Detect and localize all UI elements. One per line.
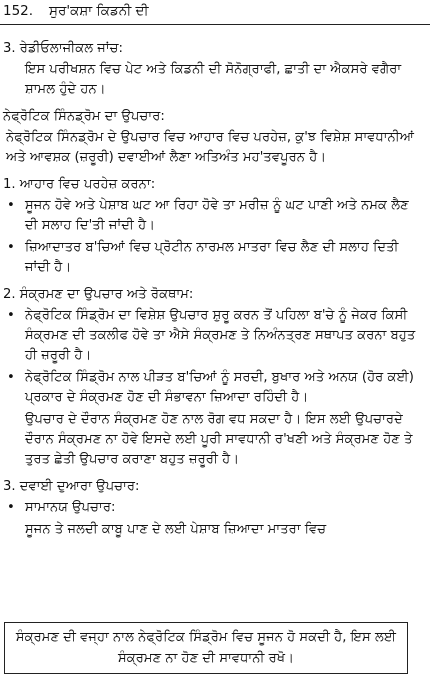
list-item	[3, 196, 425, 236]
header-rule	[0, 24, 430, 25]
list-item	[3, 498, 425, 518]
medicine-heading: 3. ਦਵਾਈ ਦੁਆਰਾ ਉਪਚਾਰ:	[3, 479, 140, 494]
bullet-icon: •	[7, 240, 15, 255]
radiology-text: ਇਸ ਪਰੀਖਸ਼ਨ ਵਿਚ ਪੇਟ ਅਤੇ ਕਿਡਨੀ ਦੀ ਸੋਨੋਗ੍ਰਾਫੀ, ਛਾਤੀ ਦਾ ਐਕਸਰੇ ਵਗੈਰਾ ਸ਼ਾਮਲ ਹੁੰਦੇ ਹਨ।	[25, 62, 402, 97]
medicine-paragraph: ਸੂਜਨ ਤੇ ਜਲਦੀ ਕਾਬੂ ਪਾਣ ਦੇ ਲਈ ਪੇਸ਼ਾਬ ਜ਼ਿਆਦਾ ਮਾਤਰਾ ਵਿਚ	[25, 522, 327, 537]
list-item	[3, 368, 425, 408]
bullet-icon: •	[7, 500, 15, 515]
list-item	[3, 306, 425, 366]
infection-heading: 2. ਸੰਕ੍ਰਮਣ ਦਾ ਉਪਚਾਰ ਅਤੇ ਰੋਕਥਾਮ:	[3, 287, 194, 302]
diet-bullet-2: ਜ਼ਿਆਦਾਤਰ ਬ'ਚਿਆਂ ਵਿਚ ਪ੍ਰੋਟੀਨ ਨਾਰਮਲ ਮਾਤਰਾ ਵਿਚ ਲੈਣ ਦੀ ਸਲਾਹ ਦਿਤੀ ਜਾਂਦੀ ਹੈ।	[25, 240, 399, 275]
treatment-text: ਨੇਫ੍ਰੋਟਿਕ ਸਿੰਨਡ੍ਰੋਮ ਦੇ ਉਪਚਾਰ ਵਿਚ ਆਹਾਰ ਵਿਚ ਪਰਹੇਜ਼, ਕੁ'ਝ ਵਿਸ਼ੇਸ਼ ਸਾਵਧਾਨੀਆਂ ਅਤੇ ਆਵਸ਼ਕ (ਜ਼ਰੂਰੀ) ਦਵਾਈਆਂ ਲੈਣਾ ਅਤਿਅੰਤ ਮਹ'ਤਵਪੂਰਨ ਹੈ।	[6, 130, 415, 165]
infection-paragraph: ਉਪਚਾਰ ਦੇ ਦੌਰਾਨ ਸੰਕ੍ਰਮਣ ਹੋਣ ਨਾਲ ਰੋਗ ਵਧ ਸਕਦਾ ਹੈ। ਇਸ ਲਈ ਉਪਚਾਰਦੇ ਦੌਰਾਨ ਸੰਕ੍ਰਮਣ ਨਾ ਹੋਵੇ ਇਸਦੇ ਲਈ ਪੂਰੀ ਸਾਵਧਾਨੀ ਰ'ਖਣੀ ਅਤੇ ਸੰਕ੍ਰਮਣ ਹੋਣ ਤੇ ਤੁਰਤ ਛੇਤੀ ਉਪਚਾਰ ਕਰਾਣਾ ਬਹੁਤ ਜ਼ਰੂਰੀ ਹੈ।	[25, 412, 413, 467]
treatment-heading: ਨੇਫ੍ਰੋਟਿਕ ਸਿੰਨਡ੍ਰੋਮ ਦਾ ਉਪਚਾਰ:	[3, 109, 165, 124]
diet-bullet-1: ਸੂਜਨ ਹੋਵੇ ਅਤੇ ਪੇਸ਼ਾਬ ਘਟ ਆ ਰਿਹਾ ਹੋਵੇ ਤਾ ਮਰੀਜ਼ ਨੂੰ ਘਟ ਪਾਣੀ ਅਤੇ ਨਮਕ ਲੈਣ ਦੀ ਸਲਾਹ ਦਿ'ਤੀ ਜਾਂਦੀ ਹੈ।	[25, 198, 409, 233]
list-item	[3, 238, 425, 278]
bullet-icon: •	[7, 370, 15, 385]
radiology-heading: 3. ਰੇਡੀਓਲਾਜੀਕਲ ਜਾਂਚ:	[3, 41, 123, 56]
bullet-icon: •	[7, 308, 15, 323]
infection-bullet-1: ਨੇਫ੍ਰੋਟਿਕ ਸਿੰਡ੍ਰੋਮ ਦਾ ਵਿਸ਼ੇਸ਼ ਉਪਚਾਰ ਸ਼ੁਰੂ ਕਰਨ ਤੋਂ ਪਹਿਲਾ ਬ'ਚੇ ਨੂੰ ਜੇਕਰ ਕਿਸੀ ਸੰਕ੍ਰਮਣ ਦੀ ਤਕਲੀਫ ਹੋਵੇ ਤਾ ਐਸੇ ਸੰਕ੍ਰਮਣ ਤੇ ਨਿਅੰਨਤ੍ਰਣ ਸਥਾਪਤ ਕਰਨਾ ਬਹੁਤ ਹੀ ਜ਼ਰੂਰੀ ਹੈ।	[25, 308, 416, 363]
bullet-icon: •	[7, 198, 15, 213]
medicine-bullet-1: ਸਾਮਾਨਯ ਉਪਚਾਰ:	[25, 500, 116, 515]
infection-bullet-2: ਨੇਫ੍ਰੋਟਿਕ ਸਿੰਡ੍ਰੋਮ ਨਾਲ ਪੀੜਤ ਬ'ਚਿਆਂ ਨੂੰ ਸਰਦੀ, ਬੁਖਾਰ ਅਤੇ ਅਨਯ (ਹੋਰ ਕਈ) ਪ੍ਰਕਾਰ ਦੇ ਸੰਕ੍ਰਮਣ ਹੋਣ ਦੀ ਸੰਭਾਵਨਾ ਜ਼ਿਆਦਾ ਰਹਿੰਦੀ ਹੈ।	[25, 370, 414, 405]
page-number: 152.	[3, 3, 34, 19]
page-body	[3, 32, 425, 542]
running-title: ਸੁਰ'ਕਸ਼ਾ ਕਿਡਨੀ ਦੀ	[49, 3, 149, 19]
callout-box	[4, 622, 408, 674]
page-header	[3, 3, 149, 19]
callout-text: ਸੰਕ੍ਰਮਣ ਦੀ ਵਜ੍ਹਾ ਨਾਲ ਨੇਫ੍ਰੋਟਿਕ ਸਿੰਡ੍ਰੋਮ ਵਿਚ ਸੂਜਨ ਹੋ ਸਕਦੀ ਹੈ, ਇਸ ਲਈ ਸੰਕ੍ਰਮਣ ਨਾ ਹੋਣ ਦੀ ਸਾਵਧਾਨੀ ਰਖੋ।	[15, 630, 397, 666]
diet-heading: 1. ਆਹਾਰ ਵਿਚ ਪਰਹੇਜ਼ ਕਰਨਾ:	[3, 177, 156, 192]
